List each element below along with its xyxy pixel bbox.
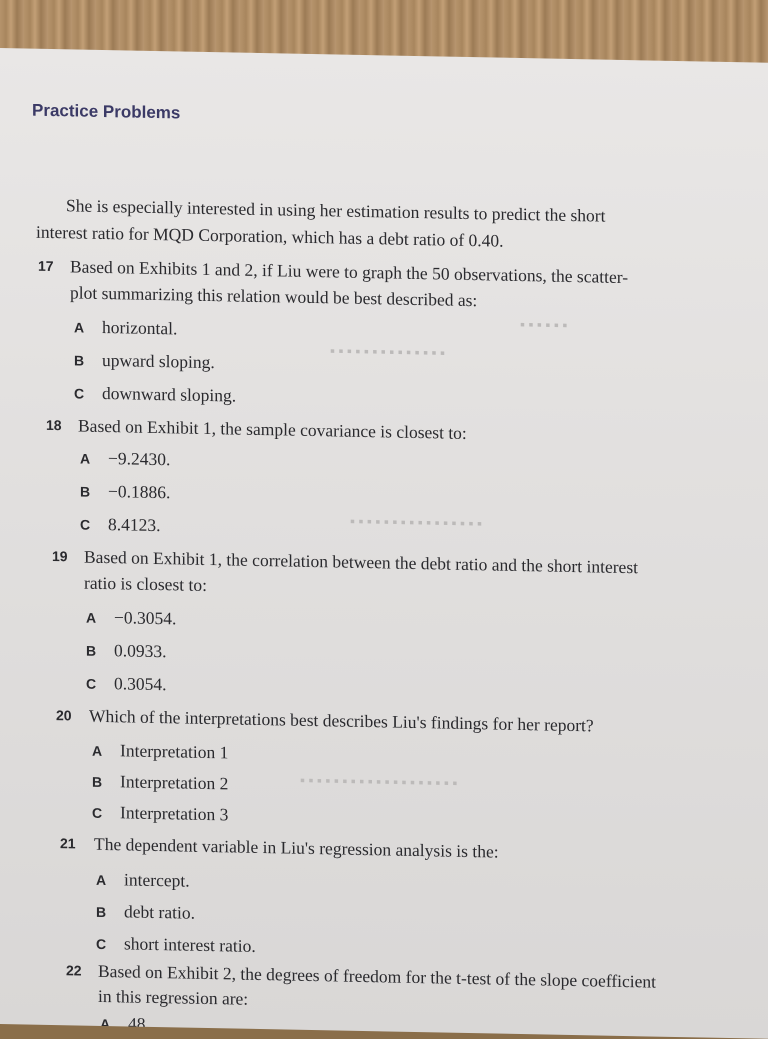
answer-option-a [86, 606, 176, 631]
question-text: plot summarizing this relation would be best described as: [70, 282, 478, 311]
question-number: 21 [60, 835, 76, 852]
answer-option-c [80, 513, 161, 538]
option-letter: A [80, 450, 91, 467]
intro-line-1: She is especially interested in using her estimation results to predict the short [66, 195, 606, 226]
question-text: Based on Exhibit 2, the degrees of freedom for the t-test of the slope coefficient [98, 960, 657, 992]
page-header: Practice Problems [32, 100, 181, 123]
answer-option-b [86, 639, 167, 664]
option-text: short interest ratio. [124, 933, 256, 956]
option-text: upward sloping. [102, 349, 215, 373]
option-text: 0.3054. [114, 673, 167, 695]
option-letter: A [96, 871, 107, 889]
question-text: in this regression are: [98, 985, 249, 1009]
option-text: 48. [128, 1013, 150, 1034]
answer-option-a [92, 739, 228, 765]
question-text: Based on Exhibit 1, the correlation between the debt ratio and the short interest [84, 546, 639, 578]
question-text: ratio is closest to: [84, 572, 207, 595]
answer-option-a [80, 447, 170, 472]
option-letter: A [92, 742, 103, 759]
answer-option-c [96, 932, 256, 958]
option-text: −9.2430. [108, 448, 171, 470]
option-text: 0.0933. [114, 640, 167, 662]
option-letter: C [74, 385, 85, 402]
option-text: downward sloping. [102, 382, 237, 406]
option-letter: B [92, 773, 103, 790]
question-text: Based on Exhibit 1, the sample covariance is closest to: [78, 415, 467, 443]
question-number: 18 [46, 416, 62, 434]
option-text: Interpretation 2 [120, 771, 229, 794]
option-text: debt ratio. [124, 901, 195, 923]
option-letter: B [80, 483, 91, 500]
answer-option-c [92, 801, 228, 827]
option-letter: C [96, 935, 107, 953]
answer-option-b [96, 900, 195, 925]
intro-line-2: interest ratio for MQD Corporation, which has a debt ratio of 0.40. [36, 221, 504, 251]
answer-option-c [74, 381, 236, 407]
option-letter: C [92, 804, 103, 821]
question-text: The dependent variable in Liu's regression analysis is the: [94, 833, 499, 862]
question-number: 19 [52, 547, 68, 565]
option-text: −0.3054. [114, 607, 177, 629]
show-through-text: ▪ ▪ ▪ ▪ ▪ ▪ [520, 317, 568, 334]
answer-option-b [80, 480, 170, 505]
option-letter: B [96, 903, 107, 921]
question-number: 17 [38, 257, 54, 275]
show-through-text: ▪ ▪ ▪ ▪ ▪ ▪ ▪ ▪ ▪ ▪ ▪ ▪ ▪ ▪ ▪ ▪ ▪ ▪ ▪ [300, 773, 458, 792]
answer-option-a [96, 868, 190, 893]
option-letter: A [74, 319, 85, 336]
show-through-text: ▪ ▪ ▪ ▪ ▪ ▪ ▪ ▪ ▪ ▪ ▪ ▪ ▪ ▪ [330, 344, 445, 362]
question-number: 22 [66, 962, 82, 979]
option-letter: C [86, 675, 97, 692]
option-text: −0.1886. [108, 481, 171, 503]
option-text: horizontal. [102, 316, 178, 339]
option-text: Interpretation 3 [120, 802, 229, 825]
answer-option-b [92, 770, 228, 796]
question-text: Which of the interpretations best describes Liu's findings for her report? [89, 705, 594, 736]
option-letter: B [86, 642, 97, 659]
option-letter: A [86, 609, 97, 626]
option-text: intercept. [124, 869, 190, 891]
option-letter: B [74, 352, 85, 369]
option-text: 8.4123. [108, 514, 161, 536]
question-number: 20 [56, 707, 72, 724]
option-text: Interpretation 1 [120, 740, 229, 763]
show-through-text: ▪ ▪ ▪ ▪ ▪ ▪ ▪ ▪ ▪ ▪ ▪ ▪ ▪ ▪ ▪ ▪ [350, 514, 482, 533]
answer-option-a [74, 315, 177, 340]
question-text: Based on Exhibits 1 and 2, if Liu were to graph the 50 observations, the scatter- [70, 256, 629, 288]
option-letter: C [80, 516, 91, 533]
answer-option-c [86, 672, 167, 697]
answer-option-b [74, 348, 215, 374]
option-letter: A [100, 1015, 111, 1033]
book-page [0, 48, 768, 1039]
